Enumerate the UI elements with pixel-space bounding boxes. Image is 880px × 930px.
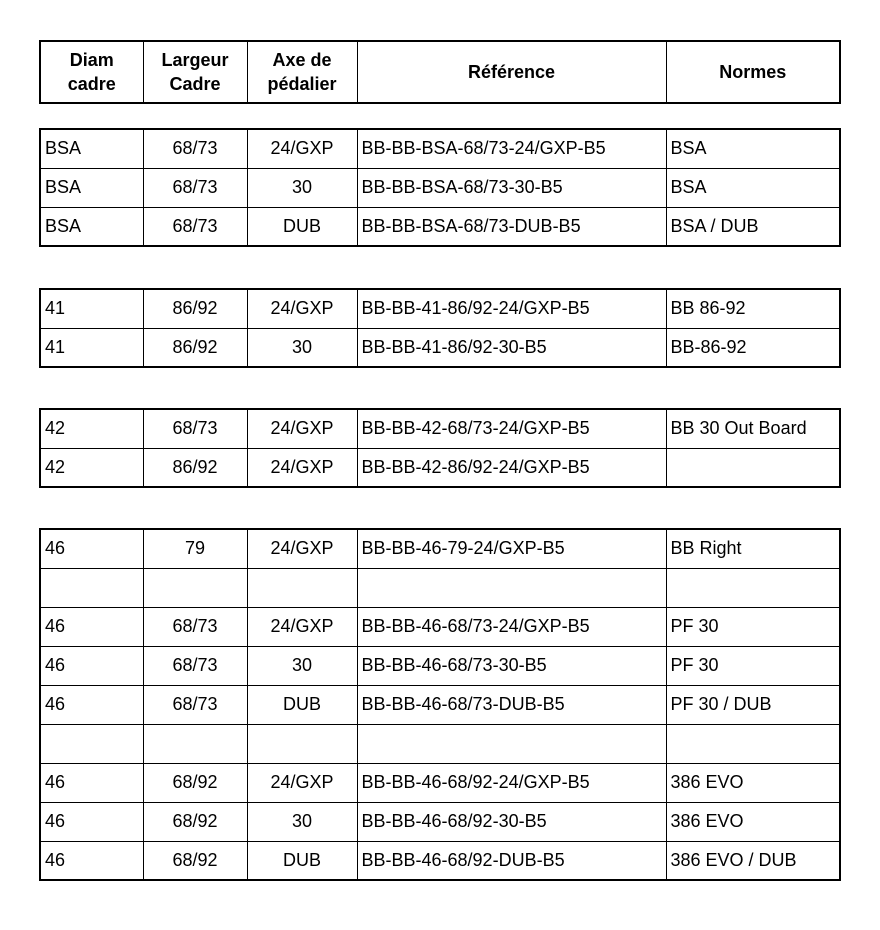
diam-cadre-cell: 42 — [40, 448, 143, 487]
largeur-cadre-cell: 68/92 — [143, 802, 247, 841]
reference-cell: BB-BB-46-68/92-24/GXP-B5 — [357, 763, 666, 802]
group-table-bsa — [39, 128, 841, 247]
reference-cell: BB-BB-46-68/92-30-B5 — [357, 802, 666, 841]
normes-cell: BSA / DUB — [666, 207, 840, 246]
diam-cadre-cell: 46 — [40, 802, 143, 841]
largeur-cadre-cell: 86/92 — [143, 289, 247, 328]
diam-cadre-cell: 46 — [40, 763, 143, 802]
reference-cell: BB-BB-46-79-24/GXP-B5 — [357, 529, 666, 568]
table-row — [40, 568, 840, 607]
reference-cell: BB-BB-BSA-68/73-24/GXP-B5 — [357, 129, 666, 168]
normes-cell: BB 30 Out Board — [666, 409, 840, 448]
header-axe-pedalier — [247, 41, 357, 103]
header-largeur-cadre — [143, 41, 247, 103]
table-row — [40, 129, 840, 168]
header-normes: Normes — [666, 41, 840, 103]
table-row — [40, 685, 840, 724]
normes-cell: PF 30 — [666, 646, 840, 685]
table-row — [40, 168, 840, 207]
reference-cell: BB-BB-42-86/92-24/GXP-B5 — [357, 448, 666, 487]
header-table — [39, 40, 841, 104]
largeur-cadre-cell: 68/73 — [143, 685, 247, 724]
table-row — [40, 448, 840, 487]
axe-pedalier-cell: 30 — [247, 168, 357, 207]
normes-cell: 386 EVO — [666, 763, 840, 802]
reference-cell: BB-BB-46-68/73-30-B5 — [357, 646, 666, 685]
axe-pedalier-cell: 24/GXP — [247, 409, 357, 448]
normes-cell — [666, 724, 840, 763]
largeur-cadre-cell: 86/92 — [143, 448, 247, 487]
diam-cadre-cell: 46 — [40, 607, 143, 646]
axe-pedalier-cell: DUB — [247, 207, 357, 246]
header-reference: Référence — [357, 41, 666, 103]
axe-pedalier-cell: 24/GXP — [247, 529, 357, 568]
normes-cell: 386 EVO — [666, 802, 840, 841]
diam-cadre-cell: 46 — [40, 529, 143, 568]
largeur-cadre-cell: 68/92 — [143, 841, 247, 880]
header-axe-line2: pédalier — [267, 74, 337, 94]
reference-cell: BB-BB-46-68/73-DUB-B5 — [357, 685, 666, 724]
largeur-cadre-cell — [143, 568, 247, 607]
axe-pedalier-cell: 30 — [247, 646, 357, 685]
normes-cell: 386 EVO / DUB — [666, 841, 840, 880]
reference-cell: BB-BB-41-86/92-30-B5 — [357, 328, 666, 367]
reference-cell — [357, 568, 666, 607]
axe-pedalier-cell: 30 — [247, 802, 357, 841]
diam-cadre-cell — [40, 724, 143, 763]
header-row — [40, 41, 840, 103]
normes-cell: BB Right — [666, 529, 840, 568]
axe-pedalier-cell: 24/GXP — [247, 129, 357, 168]
diam-cadre-cell: BSA — [40, 129, 143, 168]
diam-cadre-cell — [40, 568, 143, 607]
largeur-cadre-cell: 68/92 — [143, 763, 247, 802]
reference-cell: BB-BB-BSA-68/73-DUB-B5 — [357, 207, 666, 246]
axe-pedalier-cell: 24/GXP — [247, 607, 357, 646]
table-row — [40, 763, 840, 802]
diam-cadre-cell: 41 — [40, 328, 143, 367]
axe-pedalier-cell: 30 — [247, 328, 357, 367]
diam-cadre-cell: 41 — [40, 289, 143, 328]
reference-cell: BB-BB-BSA-68/73-30-B5 — [357, 168, 666, 207]
table-row — [40, 409, 840, 448]
table-row — [40, 529, 840, 568]
normes-cell: BSA — [666, 129, 840, 168]
largeur-cadre-cell: 68/73 — [143, 607, 247, 646]
group-table-46 — [39, 528, 841, 881]
axe-pedalier-cell: 24/GXP — [247, 289, 357, 328]
group-table-42 — [39, 408, 841, 488]
reference-cell: BB-BB-42-68/73-24/GXP-B5 — [357, 409, 666, 448]
table-row — [40, 646, 840, 685]
diam-cadre-cell: BSA — [40, 168, 143, 207]
header-axe-line1: Axe de — [272, 50, 332, 70]
table-row — [40, 724, 840, 763]
header-largeur-line2: Cadre — [169, 74, 221, 94]
largeur-cadre-cell: 68/73 — [143, 646, 247, 685]
table-row — [40, 289, 840, 328]
normes-cell: BB-86-92 — [666, 328, 840, 367]
group-table-41 — [39, 288, 841, 368]
largeur-cadre-cell: 68/73 — [143, 409, 247, 448]
normes-cell: PF 30 / DUB — [666, 685, 840, 724]
largeur-cadre-cell: 68/73 — [143, 129, 247, 168]
table-row — [40, 207, 840, 246]
axe-pedalier-cell — [247, 568, 357, 607]
largeur-cadre-cell — [143, 724, 247, 763]
axe-pedalier-cell: 24/GXP — [247, 448, 357, 487]
header-diam-cadre — [40, 41, 143, 103]
table-row — [40, 802, 840, 841]
diam-cadre-cell: BSA — [40, 207, 143, 246]
diam-cadre-cell: 46 — [40, 646, 143, 685]
normes-cell: BSA — [666, 168, 840, 207]
normes-cell: BB 86-92 — [666, 289, 840, 328]
table-row — [40, 841, 840, 880]
normes-cell — [666, 568, 840, 607]
reference-cell: BB-BB-41-86/92-24/GXP-B5 — [357, 289, 666, 328]
header-diam-line2: cadre — [67, 74, 116, 94]
reference-cell: BB-BB-46-68/92-DUB-B5 — [357, 841, 666, 880]
axe-pedalier-cell: DUB — [247, 685, 357, 724]
header-diam-line1: Diam — [69, 50, 114, 70]
table-row — [40, 607, 840, 646]
reference-cell: BB-BB-46-68/73-24/GXP-B5 — [357, 607, 666, 646]
table-row — [40, 328, 840, 367]
diam-cadre-cell: 46 — [40, 841, 143, 880]
largeur-cadre-cell: 68/73 — [143, 168, 247, 207]
diam-cadre-cell: 46 — [40, 685, 143, 724]
normes-cell: PF 30 — [666, 607, 840, 646]
largeur-cadre-cell: 68/73 — [143, 207, 247, 246]
normes-cell — [666, 448, 840, 487]
reference-cell — [357, 724, 666, 763]
diam-cadre-cell: 42 — [40, 409, 143, 448]
header-largeur-line1: Largeur — [161, 50, 229, 70]
axe-pedalier-cell: 24/GXP — [247, 763, 357, 802]
largeur-cadre-cell: 86/92 — [143, 328, 247, 367]
largeur-cadre-cell: 79 — [143, 529, 247, 568]
axe-pedalier-cell — [247, 724, 357, 763]
axe-pedalier-cell: DUB — [247, 841, 357, 880]
